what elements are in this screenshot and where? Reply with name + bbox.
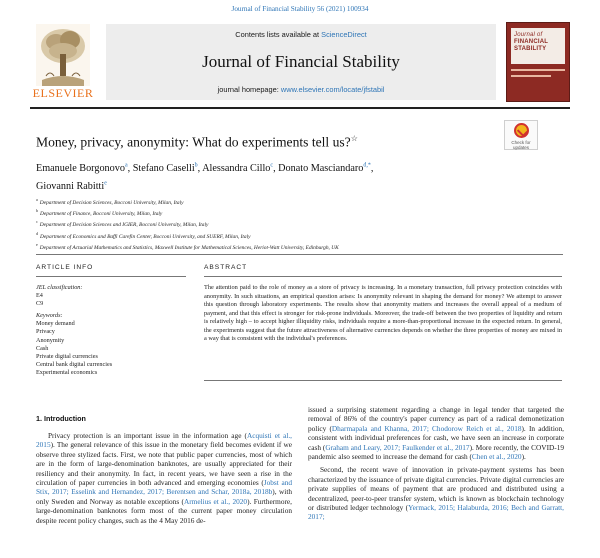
body-column-right [308, 405, 564, 522]
citation-link[interactable]: Graham and Leary, 2017; Faulkender et al., 2017 [325, 442, 470, 452]
affiliation [36, 218, 556, 229]
citation-link[interactable]: Jobst and Stix, 2017; Esselink and Hernandez, 2017; Berentsen and Schar, 2018a, 2018b [36, 478, 292, 497]
author-affil-mark[interactable]: e [104, 180, 107, 187]
check-updates-icon [514, 123, 529, 138]
affiliation-mark: a [36, 197, 38, 202]
citation-link[interactable]: Dharmapala and Khanna, 2017; Chodorow Reich et al., 2018 [331, 423, 522, 433]
citation-link[interactable]: Armelius et al., 2020 [183, 496, 248, 506]
section-rule [36, 254, 563, 255]
paper-title-text: Money, privacy, anonymity: What do experiments tell us? [36, 134, 351, 150]
cover-line-1: Journal of [514, 32, 543, 38]
jel-label: JEL classification: [36, 284, 83, 291]
keywords-label: Keywords: [36, 312, 63, 320]
affiliation-text: Department of Decision Sciences, Bocconi University, Milan, Italy [39, 199, 184, 206]
text-run: issued a surprising statement regarding a change in legal tender that targeted the removal of 86% of the country's paper currency as part of a radical demonetization policy ( [308, 405, 564, 433]
journal-cover-thumbnail[interactable] [506, 22, 570, 102]
paragraph [308, 465, 564, 521]
check-updates-label [505, 140, 537, 150]
header-rule [30, 107, 570, 109]
article-info-panel [36, 284, 186, 377]
author[interactable] [202, 163, 278, 174]
abstract-heading: ABSTRACT [204, 264, 248, 271]
elsevier-logo[interactable] [30, 22, 96, 102]
affiliation-text: Department of Finance, Bocconi University, Milan, Italy [40, 211, 163, 217]
author-name: Giovanni Rabitti [36, 180, 105, 192]
citation-link[interactable]: Chen et al., 2020 [471, 452, 522, 462]
text-run: ), with only Sweden and Norway as notable exceptions ( [36, 487, 292, 506]
masthead [106, 24, 496, 100]
author-name: Emanuele Borgonovo [36, 163, 125, 175]
author-name: Alessandra Cillo [202, 163, 271, 175]
article-info-rule [36, 276, 186, 277]
cover-title-box [511, 28, 565, 64]
journal-citation[interactable]: Journal of Financial Stability 56 (2021) 100934 [231, 5, 369, 13]
title-footnote-mark[interactable]: ☆ [350, 134, 358, 143]
cover-line-2: FINANCIAL [514, 39, 549, 45]
author-affil-mark[interactable]: d,* [363, 163, 371, 169]
affiliation-mark: c [36, 219, 38, 225]
paragraph [36, 431, 292, 525]
affiliation-text: Department of Economics and Baffi Carefin Center, Bocconi University, and SUERF, Milan, Italy [40, 233, 251, 240]
author[interactable] [36, 181, 107, 192]
author[interactable] [278, 163, 373, 174]
paper-title [36, 134, 358, 151]
contents-line [106, 30, 496, 39]
paragraph [308, 405, 564, 461]
affiliation [36, 207, 556, 218]
affiliation-mark: e [36, 241, 38, 247]
abstract-end-rule [204, 380, 562, 381]
author-separator: , [197, 163, 203, 175]
keyword: Cash [36, 344, 49, 352]
keyword: Anonymity [36, 336, 65, 344]
jel-code: C9 [36, 300, 44, 308]
author-separator: , [370, 163, 374, 175]
text-run: Privacy protection is an important issue in the information age ( [48, 431, 247, 440]
cover-stripe [511, 75, 551, 77]
affiliation-list [36, 196, 556, 252]
text-run: Second, the recent wave of innovation in private-payment systems has been characterized by the issuance of private digital currencies. Private digital currencies are private supplies of means of payment that are produced and distributed using a decentralized, peer-to-peer transfer system, which is known as blockchain technology or distributed ledger technology ( [308, 465, 564, 513]
author-affil-mark[interactable]: a [124, 163, 128, 169]
author[interactable] [133, 163, 203, 174]
keyword: Central bank digital currencies [36, 360, 113, 368]
text-run: ). Furthermore, large-denomination banknotes form most of the current paper money circulation despite recent policy changes, such as the 4 May 2016 de- [36, 496, 292, 525]
author-name: Donato Masciandaro [278, 163, 364, 175]
homepage-link[interactable]: www.elsevier.com/locate/jfstabil [280, 85, 385, 94]
abstract-rule [204, 276, 562, 277]
check-updates-line: Check for [511, 140, 531, 145]
affiliation-mark: b [36, 208, 38, 214]
text-run: ). [521, 452, 526, 462]
check-updates-line: updates [512, 145, 529, 150]
text-run: ). More recently, the COVID-19 pandemic also seemed to increase the demand for cash ( [308, 442, 565, 462]
contents-prefix: Contents lists available at [235, 30, 320, 39]
author-separator: , [273, 163, 279, 175]
sciencedirect-link[interactable]: ScienceDirect [321, 30, 367, 39]
author-affil-mark[interactable]: b [194, 163, 198, 169]
affiliation-text: Department of Decision Sciences and IGIER, Bocconi University, Milan, Italy [39, 222, 209, 229]
author[interactable] [36, 163, 133, 174]
affiliation-mark: d [36, 230, 38, 236]
cover-line-3: STABILITY [514, 46, 547, 52]
citation-link[interactable]: Yermack, 2015; Halaburda, 2016; Bech and Garratt, 2017; [308, 503, 565, 522]
article-info-heading: ARTICLE INFO [36, 264, 94, 271]
journal-title: Journal of Financial Stability [202, 52, 400, 71]
homepage-prefix: journal homepage: [217, 85, 279, 94]
author-list [36, 159, 476, 194]
journal-header [30, 22, 570, 102]
homepage-line [106, 85, 496, 94]
elsevier-wordmark: ELSEVIER [32, 86, 94, 100]
jel-code: E4 [36, 292, 43, 300]
keyword: Money demand [36, 320, 75, 328]
affiliation [36, 196, 556, 207]
elsevier-tree-icon [36, 24, 90, 86]
affiliation [36, 230, 556, 241]
abstract-text: The attention paid to the role of money as a store of privacy is increasing. In a monetary transaction, full privacy protection coincides with anonymity. In such situations, an empirical question arises: Is anonymity relevant in shaping the demand for money? We attempt to answer this question through laboratory experiments. The results show that anonymity matters and increases the overall appeal of a medium of payment, and that this effect is stronger for risk-prone individuals. Moreover, the trade-off between the two properties of liquidity and return is relatively high – to accept higher illiquidity risks, individuals require a more-than-proportional increase in the expected return. In general, the experiments suggest that the future attractiveness of alternative currencies depends on whether the three properties of money are mixed in a way that is consistent with the individual's preferences. [204, 284, 562, 342]
affiliation [36, 241, 556, 252]
text-run: ). The general relevance of this issue in the monetary field becomes evident if we observe three stylized facts. First, we note that public paper currencies, most of which are in the form of large-denomination banknotes, are usually appreciated for their resiliency and their anonymity. In fact, in recent years, we have seen a rise in the circulation of paper currencies in both advanced and emerging economies ( [36, 440, 292, 488]
keyword: Experimental economics [36, 368, 98, 376]
text-run: ). In addition, consistent with individual preferences for cash, we have seen an increase in corporate cash ( [308, 423, 564, 452]
cover-stripe [511, 69, 565, 71]
affiliation-text: Department of Actuarial Mathematics and Statistics, Maxwell Institute for Mathematical Sciences, Heriot-Watt University, Edinburgh, UK [39, 244, 339, 251]
keyword: Private digital currencies [36, 352, 98, 360]
body-column-left [36, 431, 292, 525]
author-separator: , [127, 163, 133, 175]
author-affil-mark[interactable]: c [270, 163, 274, 169]
check-for-updates-button[interactable] [504, 120, 538, 150]
citation-link[interactable]: Acquisti et al., 2015 [36, 431, 292, 450]
author-name: Stefano Caselli [132, 163, 195, 175]
section-heading-introduction: 1. Introduction [36, 414, 86, 423]
keyword: Privacy [36, 328, 55, 336]
